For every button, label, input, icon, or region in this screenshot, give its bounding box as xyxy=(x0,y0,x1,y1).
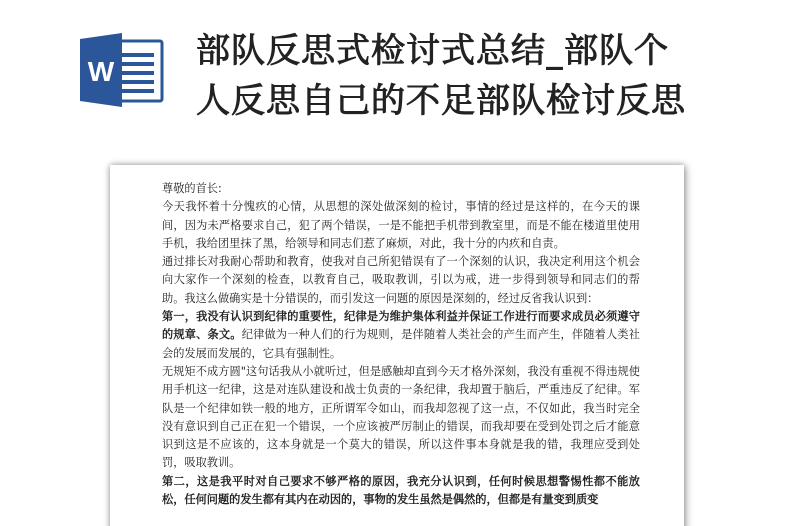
paragraph-4: 无规矩不成方圆"这句话我从小就听过，但是感触却直到今天才格外深刻，我没有重视不得违规使用手机这一纪律，这是对连队建设和战士负责的一条纪律，我却置于脑后，严重违反了纪律。军队是一个纪律如铁一般的地方，正所谓军令如山，而我却忽视了这一点，不仅如此，我当时完全没有意识到自己正在犯一个错误，一个应该被严厉制止的错误，而我却要在受到处罚之后才能意识到这是不应该的，这本身就是一个莫大的错误，所以这件事本身就是我的错，我理应受到处罚，吸取教训。 xyxy=(162,364,640,470)
document-body xyxy=(162,180,640,509)
paragraph-3-heading: 第一，我没有认识到纪律的重要性，纪律是为维护集体利益并保证工作进行而要求成员必须遵守的规章、条文。 xyxy=(162,310,640,342)
title-line-1: 部队反思式检讨式总结_部队个 xyxy=(196,31,669,71)
paragraph-5: 第二，这是我平时对自己要求不够严格的原因，我充分认识到，任何时候思想警惕性都不能放松，任何问题的发生都有其内在动因的，事物的发生虽然是偶然的，但都是有量变到质变 xyxy=(162,474,640,507)
paragraph-2: 通过排长对我耐心帮助和教育，使我对自己所犯错误有了一个深刻的认识，我决定利用这个机会向大家作一个深刻的检查，以教育自己，吸取教训，引以为戒，进一步得到领导和同志们的帮助。我这么做确实是十分错误的，而引发这一问题的原因是深刻的，经过反省我认识到： xyxy=(162,255,640,305)
paragraph-3-text: 纪律做为一种人们的行为规则，是伴随着人类社会的产生而产生，伴随着人类社会的发展而发展的，它具有强制性。 xyxy=(162,328,640,360)
page-title xyxy=(196,26,786,126)
paragraph-3 xyxy=(162,308,640,363)
salutation: 尊敬的首长: xyxy=(162,182,222,195)
paragraph-1: 今天我怀着十分愧疚的心情，从思想的深处做深刻的检讨，事情的经过是这样的，在今天的课间，因为未严格要求自己，犯了两个错误，一是不能把手机带到教室里，而是不能在楼道里使用手机，我给团里抹了黑，给领导和同志们惹了麻烦，对此，我十分的内疚和自责。 xyxy=(162,200,640,250)
word-icon-letter: W xyxy=(87,56,115,87)
title-line-2: 人反思自己的不足部队检讨反思 xyxy=(196,81,686,121)
word-document-icon xyxy=(78,33,164,107)
